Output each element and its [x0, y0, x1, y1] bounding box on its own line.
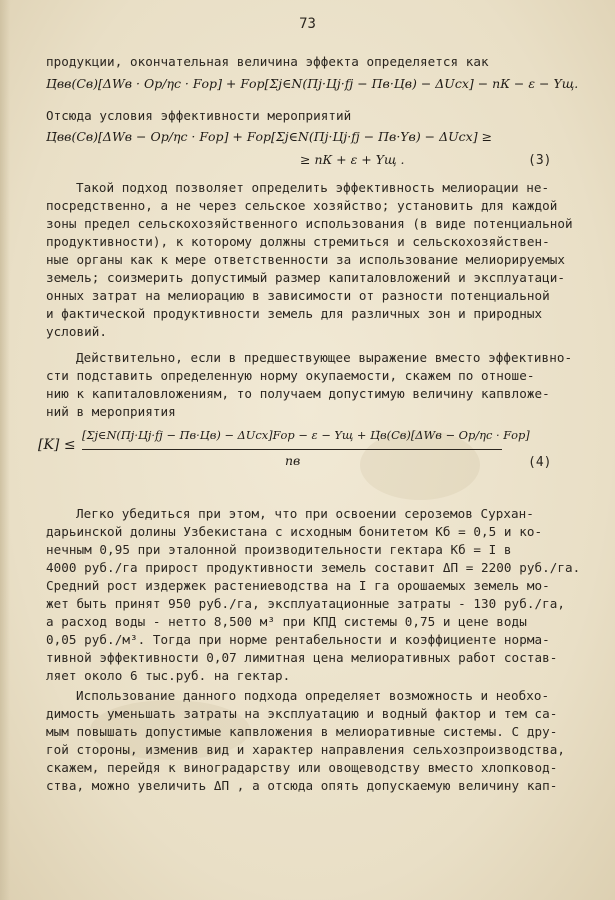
text-line: скажем, перейдя к виноградарству или овощеводству вместо хлопковод-	[46, 760, 558, 775]
text-line: сти подставить определенную норму окупаемости, скажем по отноше-	[46, 368, 535, 383]
formula-condition-line1: Ц̄вв(Св)[ΔWв − Oр/ηс · Fор] + Fор[Σj∈N(Пj·Цj·fj − Пв·Yв) − ΔUсх] ≥	[46, 129, 493, 144]
text-line: димость уменьшать затраты на эксплуатацию и водный фактор и тем са-	[46, 706, 558, 721]
page-edge-shadow	[0, 0, 10, 900]
text-line: нию к капиталовложениям, то получаем допустимую величину капвложе-	[46, 386, 550, 401]
text-line: гой стороны, изменив вид и характер направления сельхозпроизводства,	[46, 742, 565, 757]
text-line: условий.	[46, 324, 108, 339]
text-line: Действительно, если в предшествующее выражение вместо эффективно-	[76, 350, 573, 365]
text-line: ляет около 6 тыс.руб. на гектар.	[46, 668, 291, 683]
text-line: ные органы как к мере ответственности за использование мелиорируемых	[46, 252, 565, 267]
text-line: продукции, окончательная величина эффекта определяется как	[46, 54, 489, 69]
text-line: продуктивности), к которому должны стремиться и сельскохозяйствен-	[46, 234, 550, 249]
page-number: 73	[299, 16, 316, 32]
text-line: 0,05 руб./м³. Тогда при норме рентабельности и коэффициенте норма-	[46, 632, 550, 647]
text-line: 4000 руб./га прирост продуктивности земель составит ΔП = 2200 руб./га.	[46, 560, 581, 575]
text-line: Отсюда условия эффективности мероприятий	[46, 108, 352, 123]
text-line: а расход воды - нетто 8,500 м³ при КПД системы 0,75 и цене воды	[46, 614, 527, 629]
text-line: Легко убедиться при этом, что при освоении сероземов Сурхан-	[76, 506, 534, 521]
text-line: дарьинской долины Узбекистана с исходным бонитетом Kб = 0,5 и ко-	[46, 524, 543, 539]
text-line: ства, можно увеличить ΔП , а отсюда опять допускаемую величину кап-	[46, 778, 558, 793]
equation-number-3: (3)	[528, 153, 552, 168]
equation-number-4: (4)	[528, 455, 552, 470]
text-line: тивной эффективности 0,07 лимитная цена мелиоративных работ состав-	[46, 650, 558, 665]
text-line: и фактической продуктивности земель для различных зон и природных	[46, 306, 543, 321]
text-line: Использование данного подхода определяет возможность и необхо-	[76, 688, 550, 703]
text-line: земель; соизмерить допустимый размер капиталовложений и эксплуатаци-	[46, 270, 565, 285]
formula-limit-numerator: [Σj∈N(Пj·Цj·fj − Пв·Цв) − ΔUсх]Fор − ε − Yщ + Ц̄в(Св)[ΔWв − Oр/ηс · Fор]	[82, 428, 530, 442]
text-line: нечным 0,95 при эталонной производительности гектара Kб = I в	[46, 542, 512, 557]
text-line: мым повышать допустимые капвложения в мелиоративные системы. С дру-	[46, 724, 558, 739]
text-line: ний в мероприятия	[46, 404, 176, 419]
text-line: зоны предел сельскохозяйственного использования (в виде потенциальной	[46, 216, 573, 231]
text-line: Такой подход позволяет определить эффективность мелиорации не-	[76, 180, 550, 195]
text-line: Средний рост издержек растениеводства на I га орошаемых земель мо-	[46, 578, 550, 593]
text-line: онных затрат на мелиорацию в зависимости от разности потенциальной	[46, 288, 550, 303]
formula-effect: Ц̄вв(Св)[ΔWв · Oр/ηс · Fор] + Fор[Σj∈N(Пj·Цj·fj − Пв·Цв) − ΔUсх] − пК − ε − Yщ.	[46, 76, 579, 91]
formula-condition-line2: ≥ пК + ε + Yщ .	[300, 152, 405, 167]
formula-limit-lhs: [K] ≤	[38, 437, 76, 453]
text-line: жет быть принят 950 руб./га, эксплуатационные затраты - 130 руб./га,	[46, 596, 565, 611]
fraction-bar	[82, 449, 502, 450]
formula-limit-denominator: пв	[285, 453, 301, 468]
text-line: посредственно, а не через сельское хозяйство; установить для каждой	[46, 198, 558, 213]
